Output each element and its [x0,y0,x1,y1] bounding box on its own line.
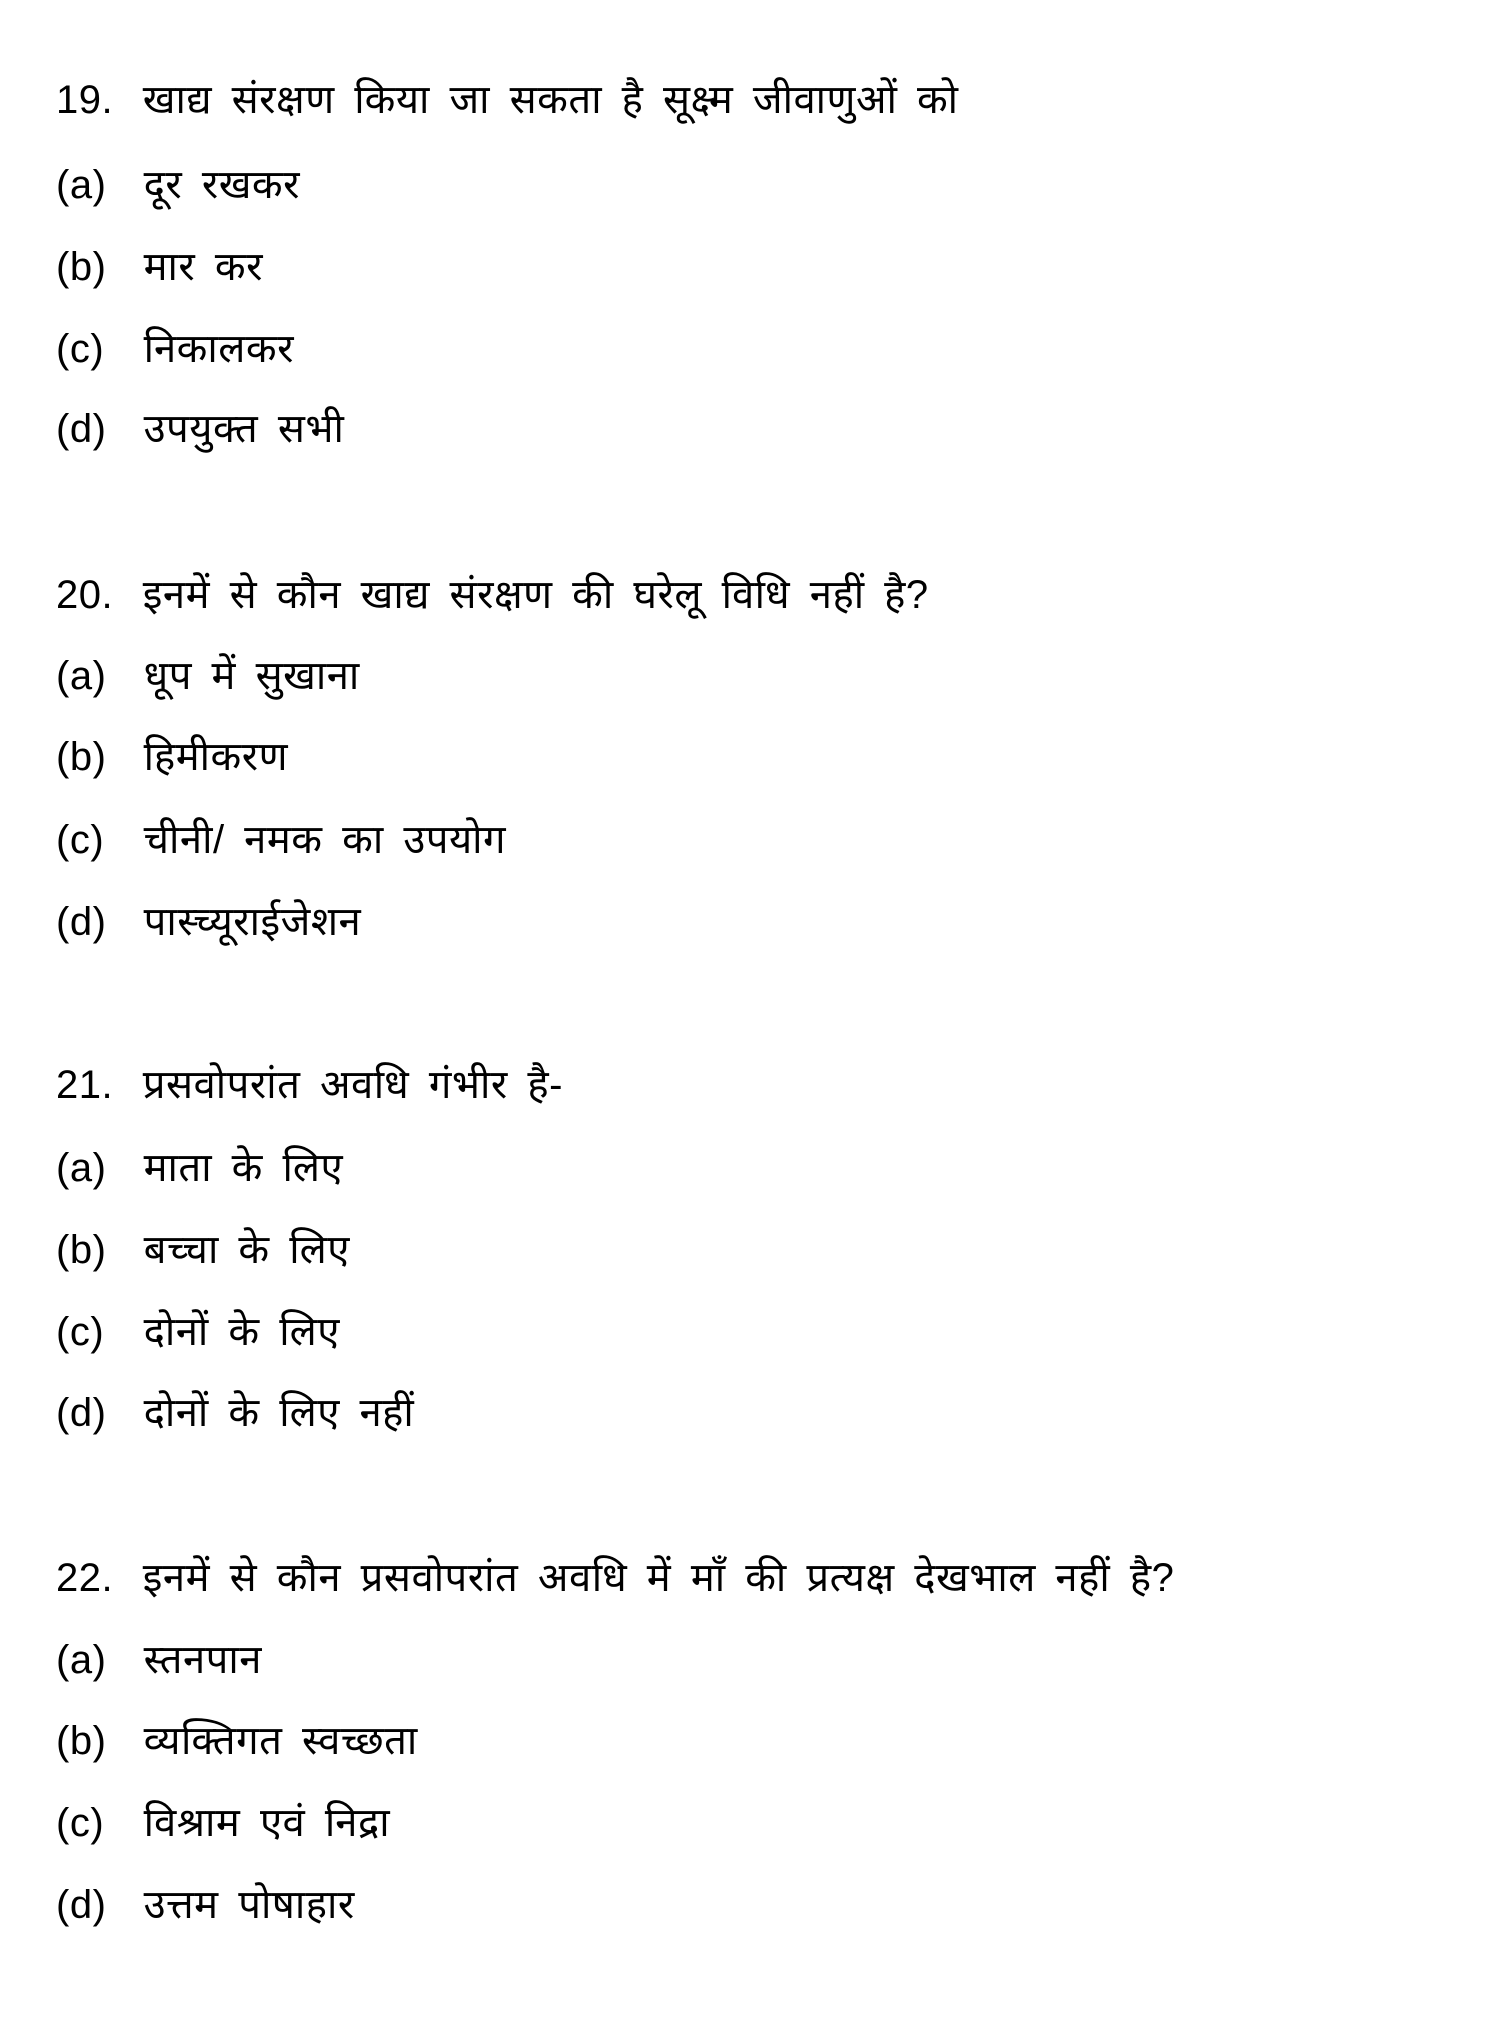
option-21-c [56,1304,340,1360]
option-text: बच्चा के लिए [143,1228,350,1272]
question-21 [56,1057,563,1113]
option-22-b [56,1713,418,1769]
option-19-b [56,239,263,295]
option-20-a [56,648,360,704]
option-label: (a) [56,654,107,698]
option-text: माता के लिए [143,1146,344,1190]
question-text: इनमें से कौन खाद्य संरक्षण की घरेलू विधि नहीं है? [142,573,929,617]
option-label: (b) [56,245,107,289]
question-text: इनमें से कौन प्रसवोपरांत अवधि में माँ की प्रत्यक्ष देखभाल नहीं है? [142,1556,1175,1600]
option-text: दोनों के लिए [143,1310,340,1354]
option-text: हिमीकरण [143,735,289,779]
option-label: (d) [56,900,107,944]
option-text: निकालकर [143,327,294,371]
option-22-c [56,1795,390,1851]
option-text: चीनी/ नमक का उपयोग [143,818,507,862]
option-text: धूप में सुखाना [143,654,360,698]
option-label: (b) [56,735,107,779]
question-19 [56,72,959,128]
option-21-a [56,1140,343,1196]
question-22 [56,1550,1174,1606]
option-label: (a) [56,1638,107,1682]
option-text: पास्च्यूराईजेशन [143,900,362,944]
option-20-c [56,812,506,868]
option-label: (b) [56,1228,107,1272]
option-20-d [56,894,361,950]
option-text: दोनों के लिए नहीं [143,1391,415,1435]
question-number: 22. [56,1556,114,1600]
option-21-d [56,1385,414,1441]
option-text: मार कर [143,245,263,289]
option-label: (c) [56,1310,105,1354]
option-text: विश्राम एवं निद्रा [143,1801,391,1845]
question-number: 19. [56,78,114,122]
option-22-d [56,1877,355,1933]
option-19-c [56,321,294,377]
question-20 [56,567,929,623]
option-text: दूर रखकर [143,163,300,207]
question-text: प्रसवोपरांत अवधि गंभीर है- [142,1063,563,1107]
option-label: (c) [56,818,105,862]
question-number: 21. [56,1063,114,1107]
option-label: (d) [56,1883,107,1927]
option-19-a [56,157,300,213]
option-label: (d) [56,1391,107,1435]
option-text: उत्तम पोषाहार [143,1883,355,1927]
option-label: (d) [56,407,107,451]
option-19-d [56,401,344,457]
option-text: व्यक्तिगत स्वच्छता [143,1719,418,1763]
option-text: स्तनपान [143,1638,262,1682]
option-label: (c) [56,327,105,371]
question-text: खाद्य संरक्षण किया जा सकता है सूक्ष्म जीवाणुओं को [142,78,959,122]
option-20-b [56,729,288,785]
option-21-b [56,1222,350,1278]
option-label: (b) [56,1719,107,1763]
option-label: (c) [56,1801,105,1845]
option-label: (a) [56,1146,107,1190]
option-22-a [56,1632,262,1688]
option-label: (a) [56,163,107,207]
option-text: उपयुक्त सभी [143,407,345,451]
question-number: 20. [56,573,114,617]
